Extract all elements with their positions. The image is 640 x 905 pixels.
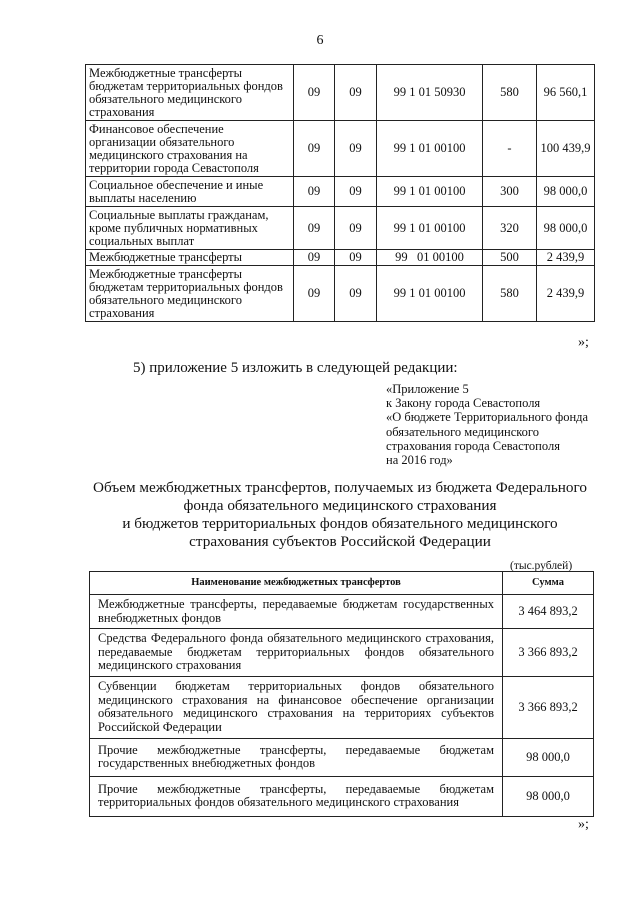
row-sum: 2 439,9 — [537, 250, 595, 266]
appendix-header — [386, 382, 588, 467]
row-expense-type: 320 — [483, 207, 537, 250]
table-row — [90, 595, 594, 629]
table-row — [90, 776, 594, 816]
appendix-line: к Закону города Севастополя — [386, 396, 541, 411]
row-target-item: 99 1 01 00100 — [377, 177, 483, 207]
header-sum: Сумма — [503, 572, 594, 595]
row-subsection: 09 — [335, 250, 377, 266]
row-section: 09 — [294, 250, 335, 266]
row-subsection: 09 — [335, 65, 377, 121]
title-line: страхования субъектов Российской Федерации — [189, 533, 491, 550]
row-name: Социальное обеспечение и иные выплаты населению — [86, 177, 294, 207]
budget-table — [85, 64, 595, 322]
row-target-item: 99 1 01 00100 — [377, 266, 483, 322]
row-subsection: 09 — [335, 207, 377, 250]
row-subsection: 09 — [335, 177, 377, 207]
row-section: 09 — [294, 207, 335, 250]
amendment-item-5: 5) приложение 5 изложить в следующей редакции: — [133, 360, 458, 376]
transfer-name: Прочие межбюджетные трансферты, передаваемые бюджетам территориальных фондов обязательного медицинского страхования — [90, 776, 503, 816]
row-subsection: 09 — [335, 266, 377, 322]
header-name: Наименование межбюджетных трансфертов — [90, 572, 503, 595]
appendix-line: страхования города Севастополя — [386, 438, 560, 453]
transfer-name: Средства Федерального фонда обязательного медицинского страхования, передаваемые бюджетам территориальных фондов обязательного медицинского страхования — [90, 629, 503, 677]
row-expense-type: 300 — [483, 177, 537, 207]
row-section: 09 — [294, 266, 335, 322]
row-section: 09 — [294, 65, 335, 121]
row-sum: 98 000,0 — [537, 177, 595, 207]
table-closing-quote: »; — [578, 335, 589, 350]
row-name: Межбюджетные трансферты — [86, 250, 294, 266]
table-row — [86, 250, 595, 266]
row-section: 09 — [294, 177, 335, 207]
table-row — [86, 121, 595, 177]
title-line: фонда обязательного медицинского страхования — [183, 497, 497, 514]
transfer-name: Субвенции бюджетам территориальных фондов обязательного медицинского страхования на финансовое обеспечение организации обязательного медицинского страхования на территориях субъектов Российской Федерации — [90, 676, 503, 738]
transfers-table — [89, 571, 594, 817]
row-expense-type: 580 — [483, 65, 537, 121]
row-expense-type: 580 — [483, 266, 537, 322]
transfer-sum: 3 366 893,2 — [503, 676, 594, 738]
transfer-sum: 3 366 893,2 — [503, 629, 594, 677]
table-row — [86, 207, 595, 250]
row-target-item: 99 01 00100 — [377, 250, 483, 266]
appendix-line: «О бюджете Территориального фонда — [386, 410, 589, 425]
row-target-item: 99 1 01 00100 — [377, 121, 483, 177]
document-title — [80, 479, 600, 551]
unit-label: (тыс.рублей) — [510, 560, 573, 572]
transfer-sum: 98 000,0 — [503, 776, 594, 816]
transfer-sum: 98 000,0 — [503, 738, 594, 776]
page-number: 6 — [316, 33, 324, 48]
row-sum: 96 560,1 — [537, 65, 595, 121]
row-name: Межбюджетные трансферты бюджетам территориальных фондов обязательного медицинского страхования — [86, 266, 294, 322]
row-target-item: 99 1 01 00100 — [377, 207, 483, 250]
row-sum: 2 439,9 — [537, 266, 595, 322]
appendix-line: обязательного медицинского — [386, 424, 540, 439]
table-closing-quote: »; — [578, 817, 589, 832]
row-subsection: 09 — [335, 121, 377, 177]
row-name: Финансовое обеспечение организации обязательного медицинского страхования на территории города Севастополя — [86, 121, 294, 177]
table-row — [90, 738, 594, 776]
title-line: и бюджетов территориальных фондов обязательного медицинского — [122, 515, 558, 532]
row-section: 09 — [294, 121, 335, 177]
table-header-row — [90, 572, 594, 595]
row-name: Межбюджетные трансферты бюджетам территориальных фондов обязательного медицинского страхования — [86, 65, 294, 121]
transfer-sum: 3 464 893,2 — [503, 595, 594, 629]
table-row — [86, 266, 595, 322]
transfer-name: Межбюджетные трансферты, передаваемые бюджетам государственных внебюджетных фондов — [90, 595, 503, 629]
row-expense-type: - — [483, 121, 537, 177]
row-sum: 100 439,9 — [537, 121, 595, 177]
table-row — [86, 65, 595, 121]
table-row — [90, 676, 594, 738]
transfer-name: Прочие межбюджетные трансферты, передаваемые бюджетам государственных внебюджетных фондов — [90, 738, 503, 776]
appendix-line: на 2016 год» — [386, 453, 453, 468]
title-line: Объем межбюджетных трансфертов, получаемых из бюджета Федерального — [93, 479, 587, 496]
table-row — [90, 629, 594, 677]
appendix-line: «Приложение 5 — [386, 382, 469, 396]
row-name: Социальные выплаты гражданам, кроме публичных нормативных социальных выплат — [86, 207, 294, 250]
row-sum: 98 000,0 — [537, 207, 595, 250]
row-expense-type: 500 — [483, 250, 537, 266]
row-target-item: 99 1 01 50930 — [377, 65, 483, 121]
table-row — [86, 177, 595, 207]
